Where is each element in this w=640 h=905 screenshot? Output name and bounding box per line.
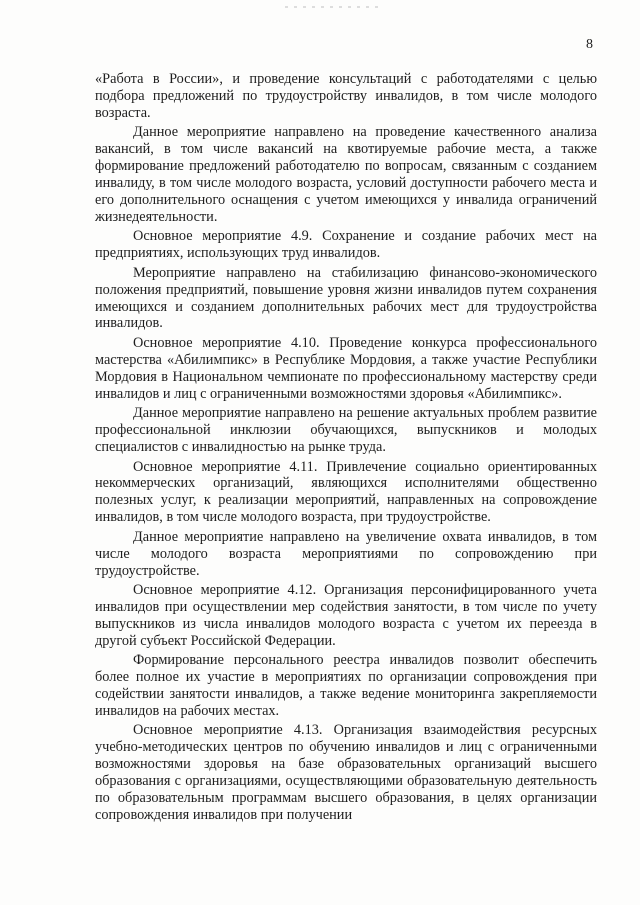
paragraph: Данное мероприятие направлено на проведение качественного анализа вакансий, в том числе вакансий на квотируемые рабочие места, а также формирование предложений работодателю по вопросам, связанным с созданием инвалиду, в том числе молодого возраста, условий доступности рабочего места и его дополнительного оснащения с учетом имеющихся у инвалида ограничений жизнедеятельности. xyxy=(95,124,597,225)
scan-artifact xyxy=(285,6,380,8)
paragraph: Мероприятие направлено на стабилизацию финансово-экономического положения предприятий, повышение уровня жизни инвалидов путем сохранения имеющихся и созданием дополнительных рабочих мест для трудоустройства инвалидов. xyxy=(95,264,597,332)
paragraph: Формирование персонального реестра инвалидов позволит обеспечить более полное их участие в мероприятиях по организации сопровождения при содействии занятости инвалидов, а также ведение мониторинга закрепляемости инвалидов на рабочих местах. xyxy=(95,652,597,719)
paragraph-measure-4-12: Основное мероприятие 4.12. Организация персонифицированного учета инвалидов при осуществлении мер содействия занятости, в том числе по учету выпускников из числа инвалидов молодого возраста с учетом их переезда в другой субъект Российской Федерации. xyxy=(95,582,597,649)
document-body xyxy=(95,71,597,827)
paragraph-continued: «Работа в России», и проведение консультаций с работодателями с целью подбора предложений по трудоустройству инвалидов, в том числе молодого возраста. xyxy=(95,71,597,121)
paragraph-measure-4-13: Основное мероприятие 4.13. Организация взаимодействия ресурсных учебно-методических центров по обучению инвалидов и лиц с ограниченными возможностями здоровья на базе образовательных организаций высшего образования с организациями, осуществляющими образовательную деятельность по образовательным программам высшего образования, в целях организации сопровождения инвалидов при получении xyxy=(95,722,597,823)
paragraph-measure-4-11: Основное мероприятие 4.11. Привлечение социально ориентированных некоммерческих организаций, являющихся исполнителями общественно полезных услуг, к реализации мероприятий, направленных на сопровождение инвалидов, в том числе молодого возраста, при трудоустройстве. xyxy=(95,458,597,526)
paragraph-measure-4-9: Основное мероприятие 4.9. Сохранение и создание рабочих мест на предприятиях, использующих труд инвалидов. xyxy=(95,228,597,262)
paragraph: Данное мероприятие направлено на решение актуальных проблем развитие профессиональной инклюзии обучающихся, выпускников и молодых специалистов с инвалидностью на рынке труда. xyxy=(95,405,597,455)
paragraph: Данное мероприятие направлено на увеличение охвата инвалидов, в том числе молодого возраста мероприятиями по сопровождению при трудоустройстве. xyxy=(95,528,597,579)
paragraph-measure-4-10: Основное мероприятие 4.10. Проведение конкурса профессионального мастерства «Абилимпикс» в Республике Мордовия, а также участие Республики Мордовия в Национальном чемпионате по профессиональному мастерству среди инвалидов и лиц с ограниченными возможностями здоровья «Абилимпикс». xyxy=(95,334,597,402)
page-number: 8 xyxy=(586,37,593,52)
